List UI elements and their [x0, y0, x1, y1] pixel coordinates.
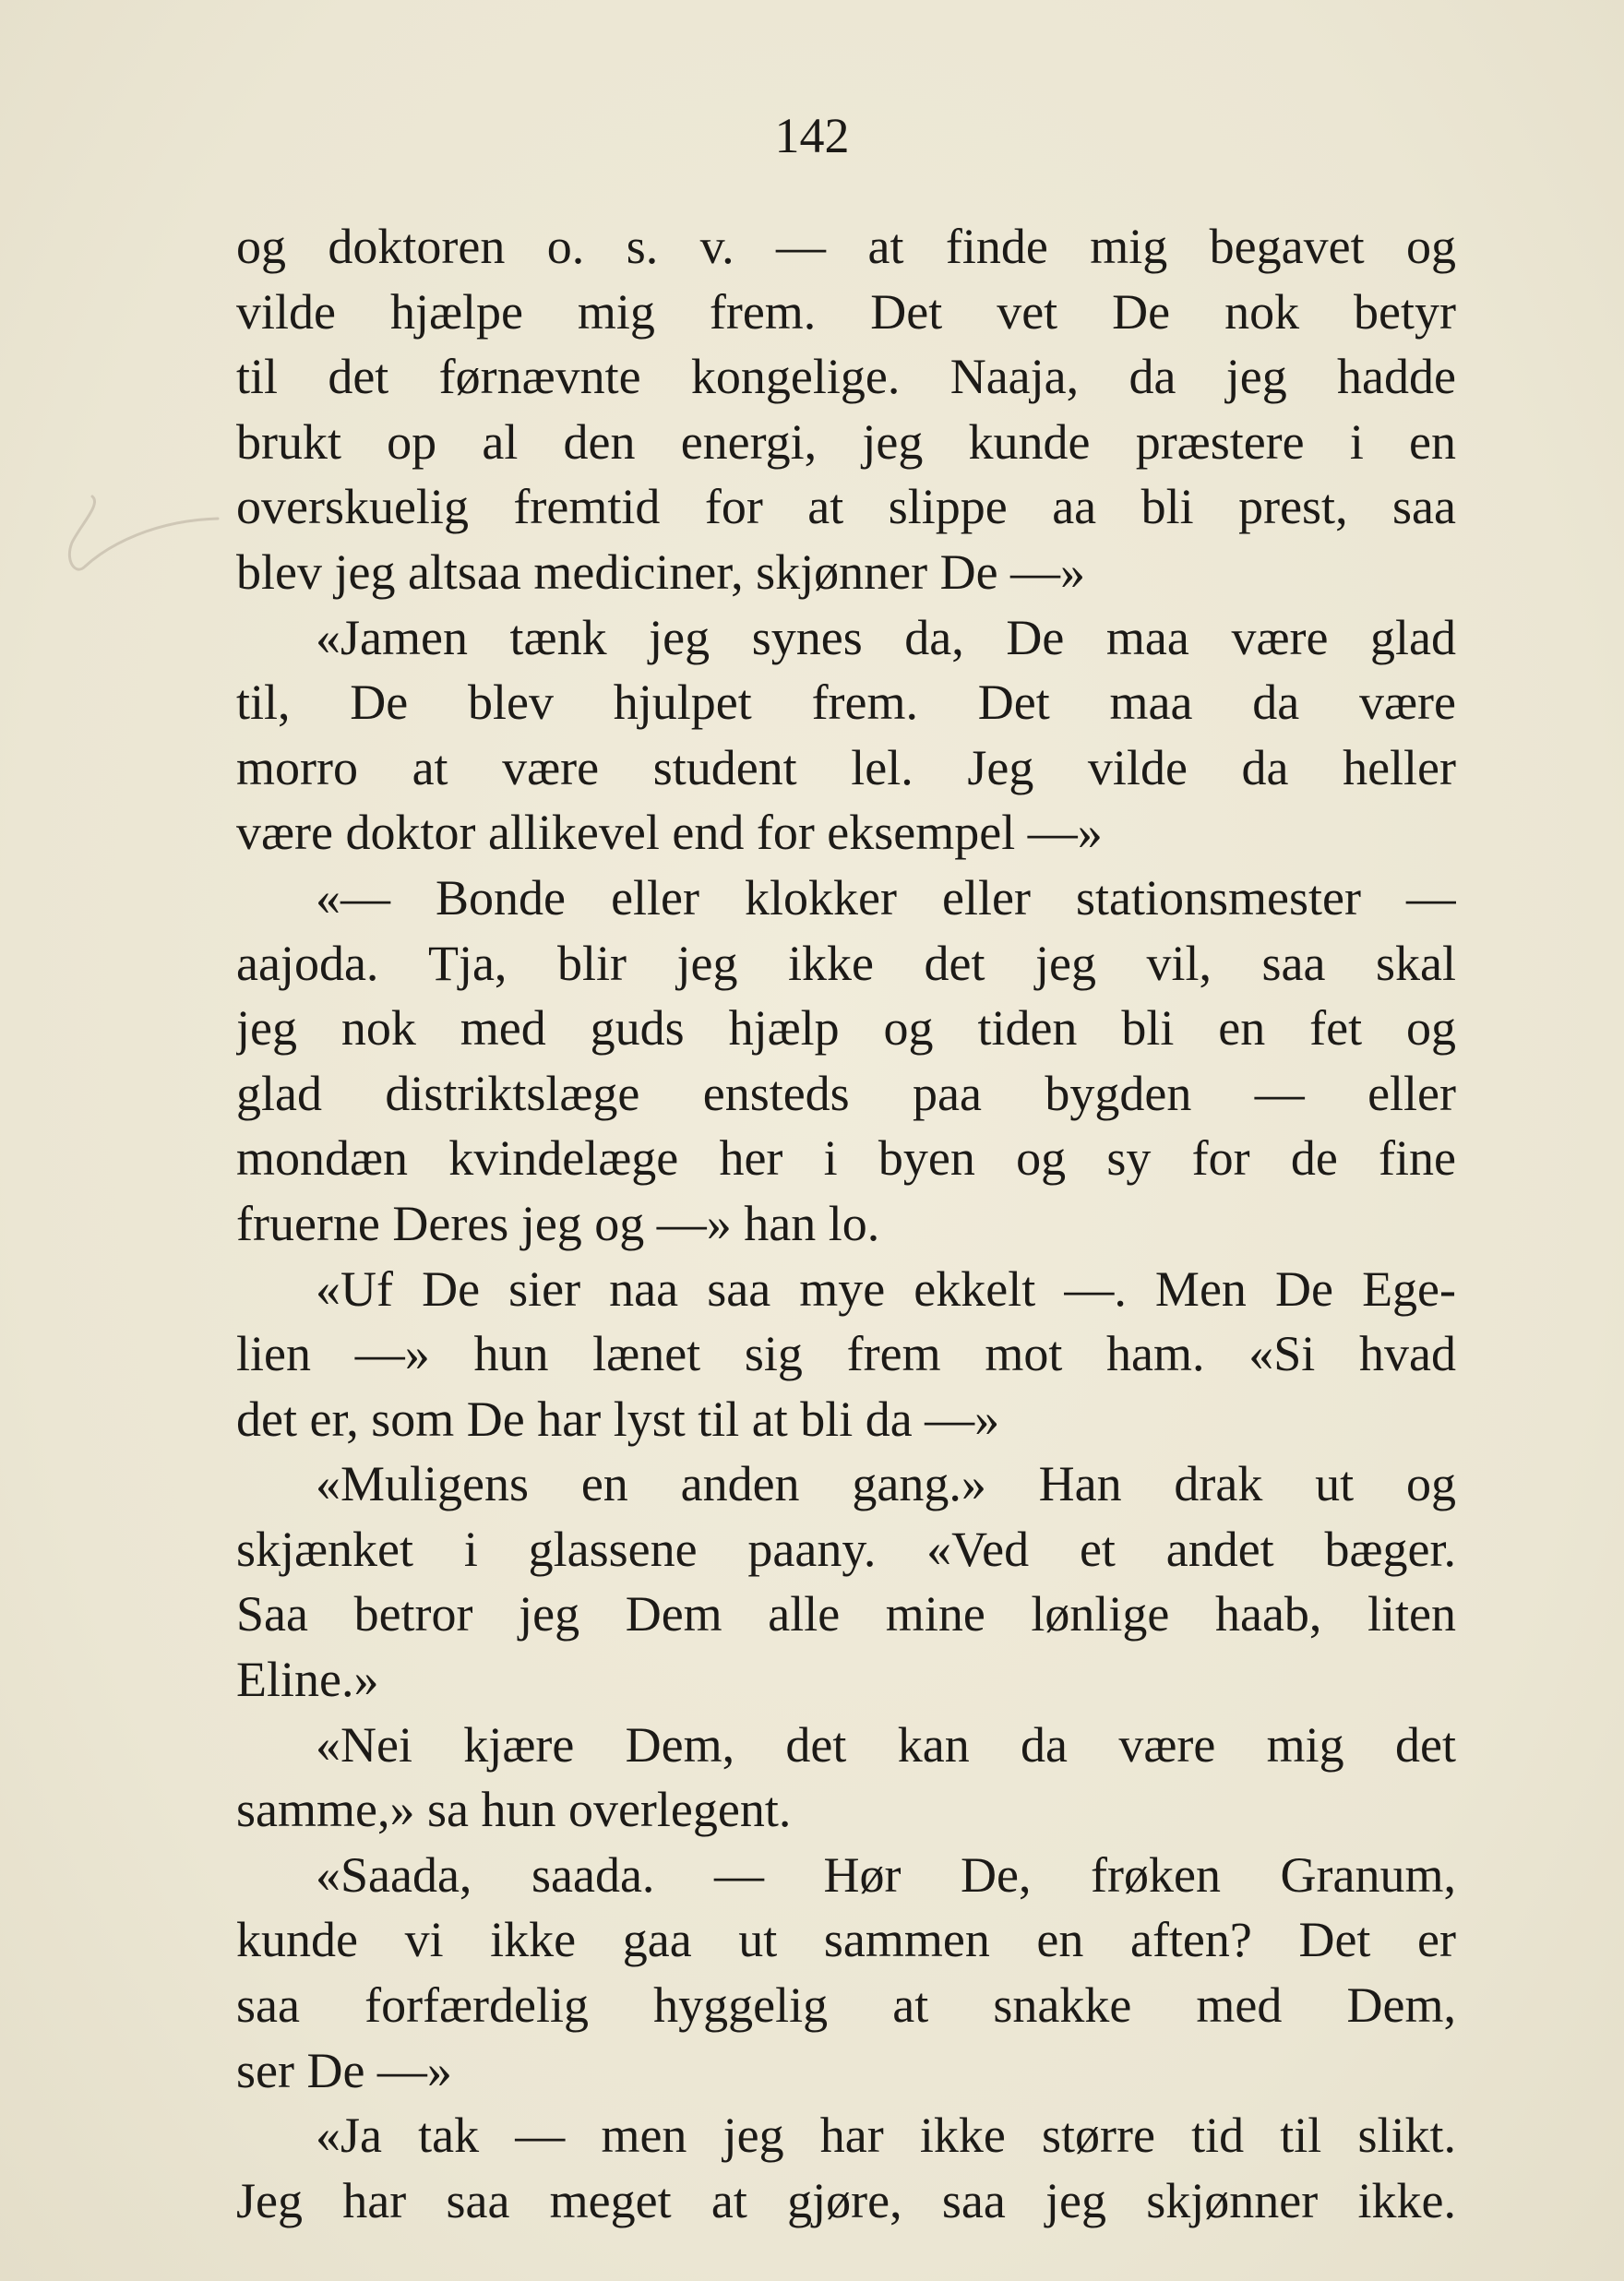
text-line: «Uf De sier naa saa mye ekkelt —. Men De Ege-	[316, 1260, 1456, 1317]
text-line: «Jamen tænk jeg synes da, De maa være glad	[316, 609, 1456, 665]
body-text	[236, 214, 1456, 2233]
text-line: «Muligens en anden gang.» Han drak ut og	[316, 1456, 1456, 1512]
text-line: blev jeg altsaa mediciner, skjønner De —»	[236, 543, 1086, 600]
text-line: kunde vi ikke gaa ut sammen en aften? Det er	[236, 1912, 1456, 1968]
text-line: jeg nok med guds hjælp og tiden bli en fet og	[236, 1000, 1456, 1057]
text-line: Jeg har saa meget at gjøre, saa jeg skjønner ikke.	[236, 2172, 1456, 2228]
page-number: 142	[774, 108, 850, 163]
text-line: Eline.»	[236, 1652, 379, 1708]
text-line: vilde hjælpe mig frem. Det vet De nok betyr	[236, 283, 1456, 340]
text-line: saa forfærdelig hyggelig at snakke med Dem,	[236, 1977, 1456, 2034]
text-line: fruerne Deres jeg og —» han lo.	[236, 1195, 880, 1251]
text-line: «Nei kjære Dem, det kan da være mig det	[316, 1716, 1456, 1773]
text-line: «Saada, saada. — Hør De, frøken Granum,	[316, 1846, 1456, 1903]
text-line: glad distriktslæge ensteds paa bygden — eller	[236, 1065, 1456, 1121]
text-line: «Ja tak — men jeg har ikke større tid til slikt.	[316, 2108, 1456, 2164]
text-line: til det førnævnte kongelige. Naaja, da jeg hadde	[236, 349, 1456, 405]
text-line: ser De —»	[236, 2042, 452, 2098]
text-line: mondæn kvindelæge her i byen og sy for de fine	[236, 1130, 1456, 1187]
text-line: og doktoren o. s. v. — at finde mig begavet og	[236, 219, 1456, 274]
pencil-mark-icon	[44, 487, 220, 598]
text-line: lien —» hun lænet sig frem mot ham. «Si hvad	[236, 1326, 1456, 1382]
text-line: overskuelig fremtid for at slippe aa bli prest, saa	[236, 479, 1456, 535]
text-line: til, De blev hjulpet frem. Det maa da være	[236, 675, 1456, 731]
text-line: aajoda. Tja, blir jeg ikke det jeg vil, saa skal	[236, 935, 1456, 991]
text-line: «— Bonde eller klokker eller stationsmester —	[316, 869, 1456, 926]
text-line: det er, som De har lyst til at bli da —»	[236, 1391, 1000, 1447]
text-line: morro at være student lel. Jeg vilde da heller	[236, 739, 1456, 795]
text-line: være doktor allikevel end for eksempel —»	[236, 805, 1103, 861]
text-line: skjænket i glassene paany. «Ved et andet bæger.	[236, 1521, 1456, 1577]
text-line: Saa betror jeg Dem alle mine lønlige haab, liten	[236, 1586, 1456, 1642]
text-line: brukt op al den energi, jeg kunde præstere i en	[236, 413, 1456, 470]
text-line: samme,» sa hun overlegent.	[236, 1782, 792, 1838]
